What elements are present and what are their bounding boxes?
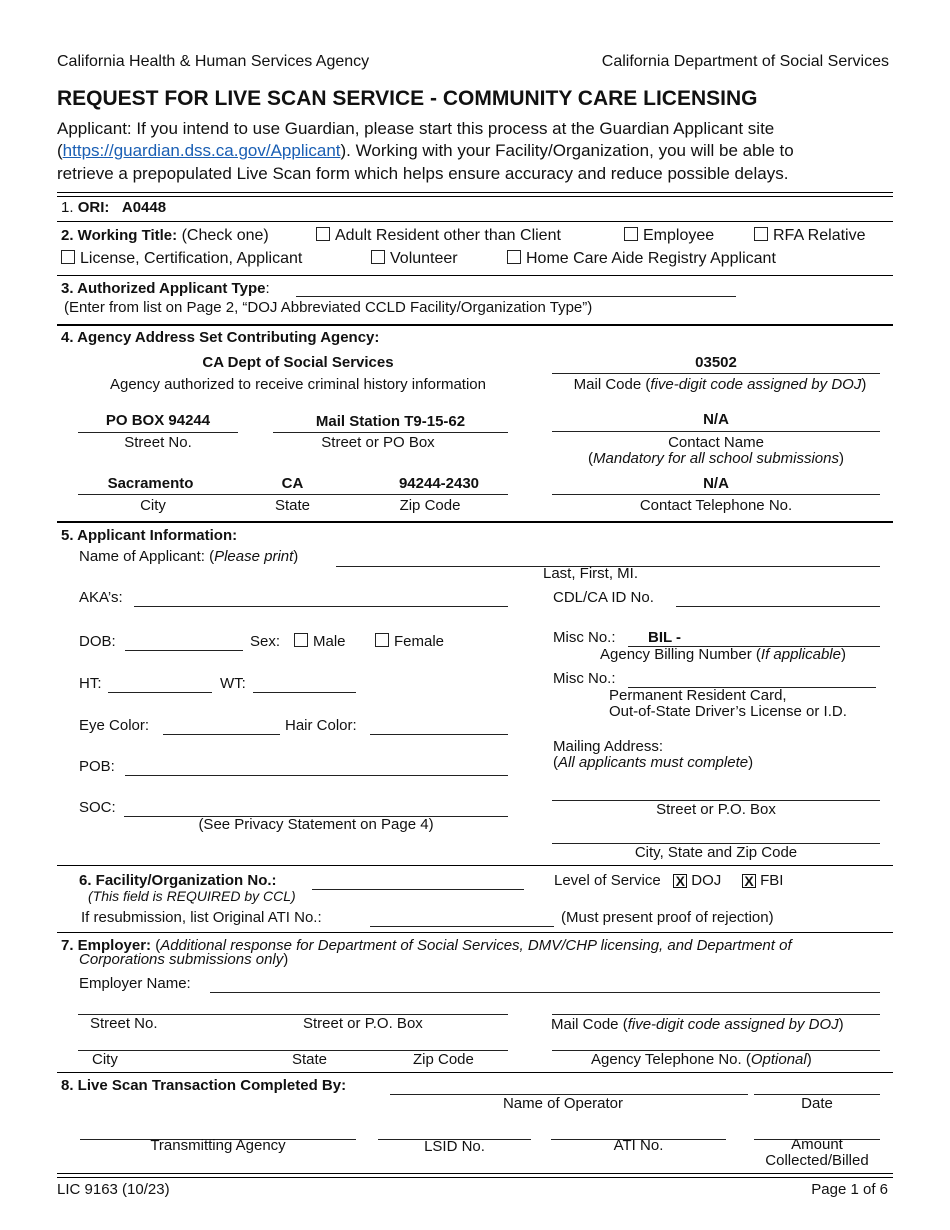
employer-street-no-caption: Street No. <box>90 1015 158 1032</box>
doj-label: DOJ <box>691 872 722 889</box>
label: 7. Employer: <box>61 937 152 954</box>
checkbox[interactable] <box>375 633 389 647</box>
employer-zip-caption: Zip Code <box>413 1051 474 1068</box>
facility-no-field[interactable] <box>312 889 524 890</box>
street-no-value[interactable]: PO BOX 94244 <box>105 412 211 429</box>
option-label: Home Care Aide Registry Applicant <box>526 250 776 267</box>
lsid-caption: LSID No. <box>424 1138 485 1155</box>
state-caption: State <box>274 497 311 514</box>
option-adult-resident[interactable] <box>316 226 561 246</box>
guardian-link[interactable]: https://guardian.dss.ca.gov/Applicant <box>62 141 341 160</box>
checkbox[interactable] <box>294 633 308 647</box>
option-label: Female <box>394 633 445 650</box>
employer-note: Corporations submissions only <box>79 951 284 968</box>
caption: ( <box>588 450 594 467</box>
soc-note: (See Privacy Statement on Page 4) <box>198 816 434 833</box>
applicant-type-label <box>61 279 270 299</box>
divider <box>57 192 893 193</box>
working-title-row-1 <box>61 226 269 246</box>
resubmission-label: If resubmission, list Original ATI No.: <box>81 909 322 926</box>
city-caption: City <box>140 497 166 514</box>
checkbox[interactable] <box>371 250 385 264</box>
ht-label: HT: <box>79 675 102 692</box>
sex-label: Sex: <box>250 633 281 650</box>
checkbox[interactable] <box>624 227 638 241</box>
amount-caption-2: Collected/Billed <box>765 1152 869 1169</box>
checkbox[interactable] <box>754 227 768 241</box>
form-number: LIC 9163 (10/23) <box>57 1181 170 1198</box>
applicant-type-hint: (Enter from list on Page 2, “DOJ Abbreviated CCLD Facility/Organization Type”) <box>64 299 593 316</box>
option-home-care-aide[interactable] <box>507 249 776 269</box>
agency-header-left: California Health & Human Services Agency <box>57 53 370 70</box>
state-value[interactable]: CA <box>281 475 304 492</box>
label: 3. Authorized Applicant Type <box>61 280 266 297</box>
paren: ( <box>155 937 161 954</box>
employer-name-label: Employer Name: <box>79 975 191 992</box>
caption: ) <box>748 754 754 771</box>
caption: ) <box>838 450 844 467</box>
divider <box>57 865 893 866</box>
caption: ( <box>553 754 558 771</box>
transmitting-agency-caption: Transmitting Agency <box>150 1137 286 1154</box>
street-value[interactable]: Mail Station T9-15-62 <box>315 413 466 430</box>
employer-name-field[interactable] <box>210 992 880 993</box>
dob-field[interactable] <box>125 650 243 651</box>
zip-caption: Zip Code <box>399 497 461 514</box>
contact-name-value[interactable]: N/A <box>703 411 729 428</box>
hair-color-field[interactable] <box>370 734 508 735</box>
option-label: RFA Relative <box>773 227 866 244</box>
ati-caption: ATI No. <box>613 1137 664 1154</box>
date-caption: Date <box>801 1095 833 1112</box>
aka-field[interactable] <box>134 606 508 607</box>
divider <box>57 1177 893 1178</box>
paren: ( <box>57 141 63 160</box>
caption: ) <box>806 1051 812 1068</box>
option-label: License, Certification, Applicant <box>80 250 303 267</box>
eye-color-field[interactable] <box>163 734 280 735</box>
resubmission-note: (Must present proof of rejection) <box>561 909 774 926</box>
caption: Mail Code ( <box>573 376 651 393</box>
caption: ) <box>861 376 867 393</box>
ori-row <box>61 198 166 218</box>
page-number: Page 1 of 6 <box>811 1181 888 1198</box>
facility-no-label: 6. Facility/Organization No.: <box>79 872 277 889</box>
page-title: REQUEST FOR LIVE SCAN SERVICE - COMMUNITY CARE LICENSING <box>57 87 758 110</box>
label: Name of Applicant: ( <box>79 548 215 565</box>
contact-phone-value[interactable]: N/A <box>703 475 729 492</box>
mailing-address-label: Mailing Address: <box>553 738 664 755</box>
amount-caption-1: Amount <box>791 1136 843 1153</box>
misc-no-1-label: Misc No.: <box>553 629 616 646</box>
soc-label: SOC: <box>79 799 116 816</box>
working-title-label: 2. Working Title: <box>61 227 178 244</box>
mailing-city-caption: City, State and Zip Code <box>634 844 798 861</box>
city-value[interactable]: Sacramento <box>107 475 194 492</box>
caption: ) <box>840 646 846 663</box>
employer-street-caption: Street or P.O. Box <box>303 1015 423 1032</box>
working-title-hint: (Check one) <box>181 227 269 244</box>
employer-phone-caption <box>591 1050 812 1070</box>
caption-italic: five-digit code assigned by DOJ <box>627 1016 839 1033</box>
employer-note-2 <box>79 952 288 968</box>
contact-name-note <box>552 449 880 469</box>
employer-note: Additional response for Department of Social Services, DMV/CHP licensing, and Department of <box>160 937 792 954</box>
sex-female-option[interactable] <box>375 632 444 652</box>
dob-label: DOB: <box>79 633 116 650</box>
checkbox[interactable] <box>61 250 75 264</box>
caption: Agency Telephone No. ( <box>591 1051 751 1068</box>
zip-value[interactable]: 94244-2430 <box>398 475 480 492</box>
contact-name-caption: Contact Name <box>668 434 764 451</box>
divider <box>57 521 893 523</box>
aka-label: AKA’s: <box>79 589 123 606</box>
sex-male-option[interactable] <box>294 632 346 652</box>
level-of-service <box>554 871 783 891</box>
checkbox[interactable] <box>507 250 521 264</box>
contact-phone-caption: Contact Telephone No. <box>639 497 793 514</box>
caption-italic: If applicable <box>760 646 841 663</box>
checkbox[interactable] <box>316 227 330 241</box>
section-number: 1. <box>61 199 74 216</box>
section-4-label: 4. Agency Address Set Contributing Agency: <box>61 329 380 346</box>
mail-code-caption <box>552 375 888 395</box>
option-volunteer[interactable] <box>371 249 458 269</box>
pob-label: POB: <box>79 758 115 775</box>
misc-no-2-caption-1: Permanent Resident Card, <box>609 687 787 704</box>
misc-no-1-value[interactable]: BIL - <box>648 629 682 646</box>
caption-italic: Optional <box>750 1051 807 1068</box>
facility-no-note: (This field is REQUIRED by CCL) <box>88 888 296 904</box>
street-no-caption: Street No. <box>124 434 192 451</box>
wt-field[interactable] <box>253 692 356 693</box>
agency-value[interactable]: CA Dept of Social Services <box>202 354 394 371</box>
underline <box>552 494 880 495</box>
divider <box>57 1072 893 1073</box>
option-license-applicant[interactable] <box>61 249 302 269</box>
fbi-label: FBI <box>760 872 784 889</box>
caption-italic: All applicants must complete <box>558 754 749 771</box>
doj-checkbox[interactable]: X <box>673 874 687 888</box>
applicant-name-caption: Last, First, MI. <box>543 565 639 582</box>
ori-value[interactable]: A0448 <box>121 199 167 216</box>
option-rfa-relative[interactable] <box>754 226 865 246</box>
underline <box>552 431 880 432</box>
live-scan-completed-label: 8. Live Scan Transaction Completed By: <box>61 1077 347 1094</box>
option-employee[interactable] <box>624 226 714 246</box>
street-caption: Street or PO Box <box>321 434 435 451</box>
mailing-address-note <box>553 755 753 771</box>
employer-state-caption: State <box>292 1051 328 1068</box>
wt-label: WT: <box>220 675 246 692</box>
applicant-name-label <box>79 547 298 567</box>
label: ) <box>293 548 299 565</box>
underline <box>78 494 508 495</box>
divider <box>57 1173 893 1174</box>
caption: ) <box>838 1016 844 1033</box>
eye-color-label: Eye Color: <box>79 717 150 734</box>
underline <box>552 373 880 374</box>
option-label: Employee <box>643 227 715 244</box>
cdl-field[interactable] <box>676 606 880 607</box>
intro-line-3: retrieve a prepopulated Live Scan form which helps ensure accuracy and reduce possible delays. <box>57 164 789 183</box>
misc-no-2-caption-2: Out-of-State Driver’s License or I.D. <box>609 703 847 720</box>
employer-mail-code-caption <box>551 1015 844 1035</box>
divider <box>57 324 893 326</box>
section-5-label: 5. Applicant Information: <box>61 527 238 544</box>
original-ati-field[interactable] <box>370 926 554 927</box>
divider <box>57 221 893 222</box>
option-label: Male <box>313 633 346 650</box>
paren: ) <box>283 951 289 968</box>
misc-no-2-label: Misc No.: <box>553 670 616 687</box>
ori-label: ORI: <box>77 199 110 216</box>
option-label: Volunteer <box>390 250 458 267</box>
divider <box>57 275 893 276</box>
caption-italic: Mandatory for all school submissions <box>593 450 839 467</box>
applicant-type-field[interactable] <box>296 296 736 297</box>
cdl-label: CDL/CA ID No. <box>553 589 654 606</box>
operator-caption: Name of Operator <box>502 1095 624 1112</box>
agency-caption: Agency authorized to receive criminal history information <box>109 376 486 393</box>
divider <box>57 932 893 933</box>
caption-italic: five-digit code assigned by DOJ <box>650 376 862 393</box>
label-italic: Please print <box>214 548 294 565</box>
misc-no-1-caption <box>600 645 846 665</box>
fbi-checkbox[interactable]: X <box>742 874 756 888</box>
caption: Agency Billing Number ( <box>600 646 761 663</box>
mailing-street-caption: Street or P.O. Box <box>656 801 776 818</box>
colon: : <box>265 280 270 297</box>
intro-line-2-text: ). Working with your Facility/Organization, you will be able to <box>340 141 794 160</box>
option-label: Adult Resident other than Client <box>335 227 561 244</box>
intro-line-2 <box>57 141 794 161</box>
mail-code-value[interactable]: 03502 <box>695 354 737 371</box>
divider <box>57 196 893 197</box>
hair-color-label: Hair Color: <box>285 717 357 734</box>
pob-field[interactable] <box>125 775 508 776</box>
intro-line-1: Applicant: If you intend to use Guardian, please start this process at the Guardian Applicant site <box>57 119 775 138</box>
agency-header-right: California Department of Social Services <box>601 53 889 70</box>
caption: Mail Code ( <box>551 1016 628 1033</box>
employer-city-caption: City <box>92 1051 118 1068</box>
ht-field[interactable] <box>108 692 212 693</box>
level-label: Level of Service <box>554 872 661 889</box>
